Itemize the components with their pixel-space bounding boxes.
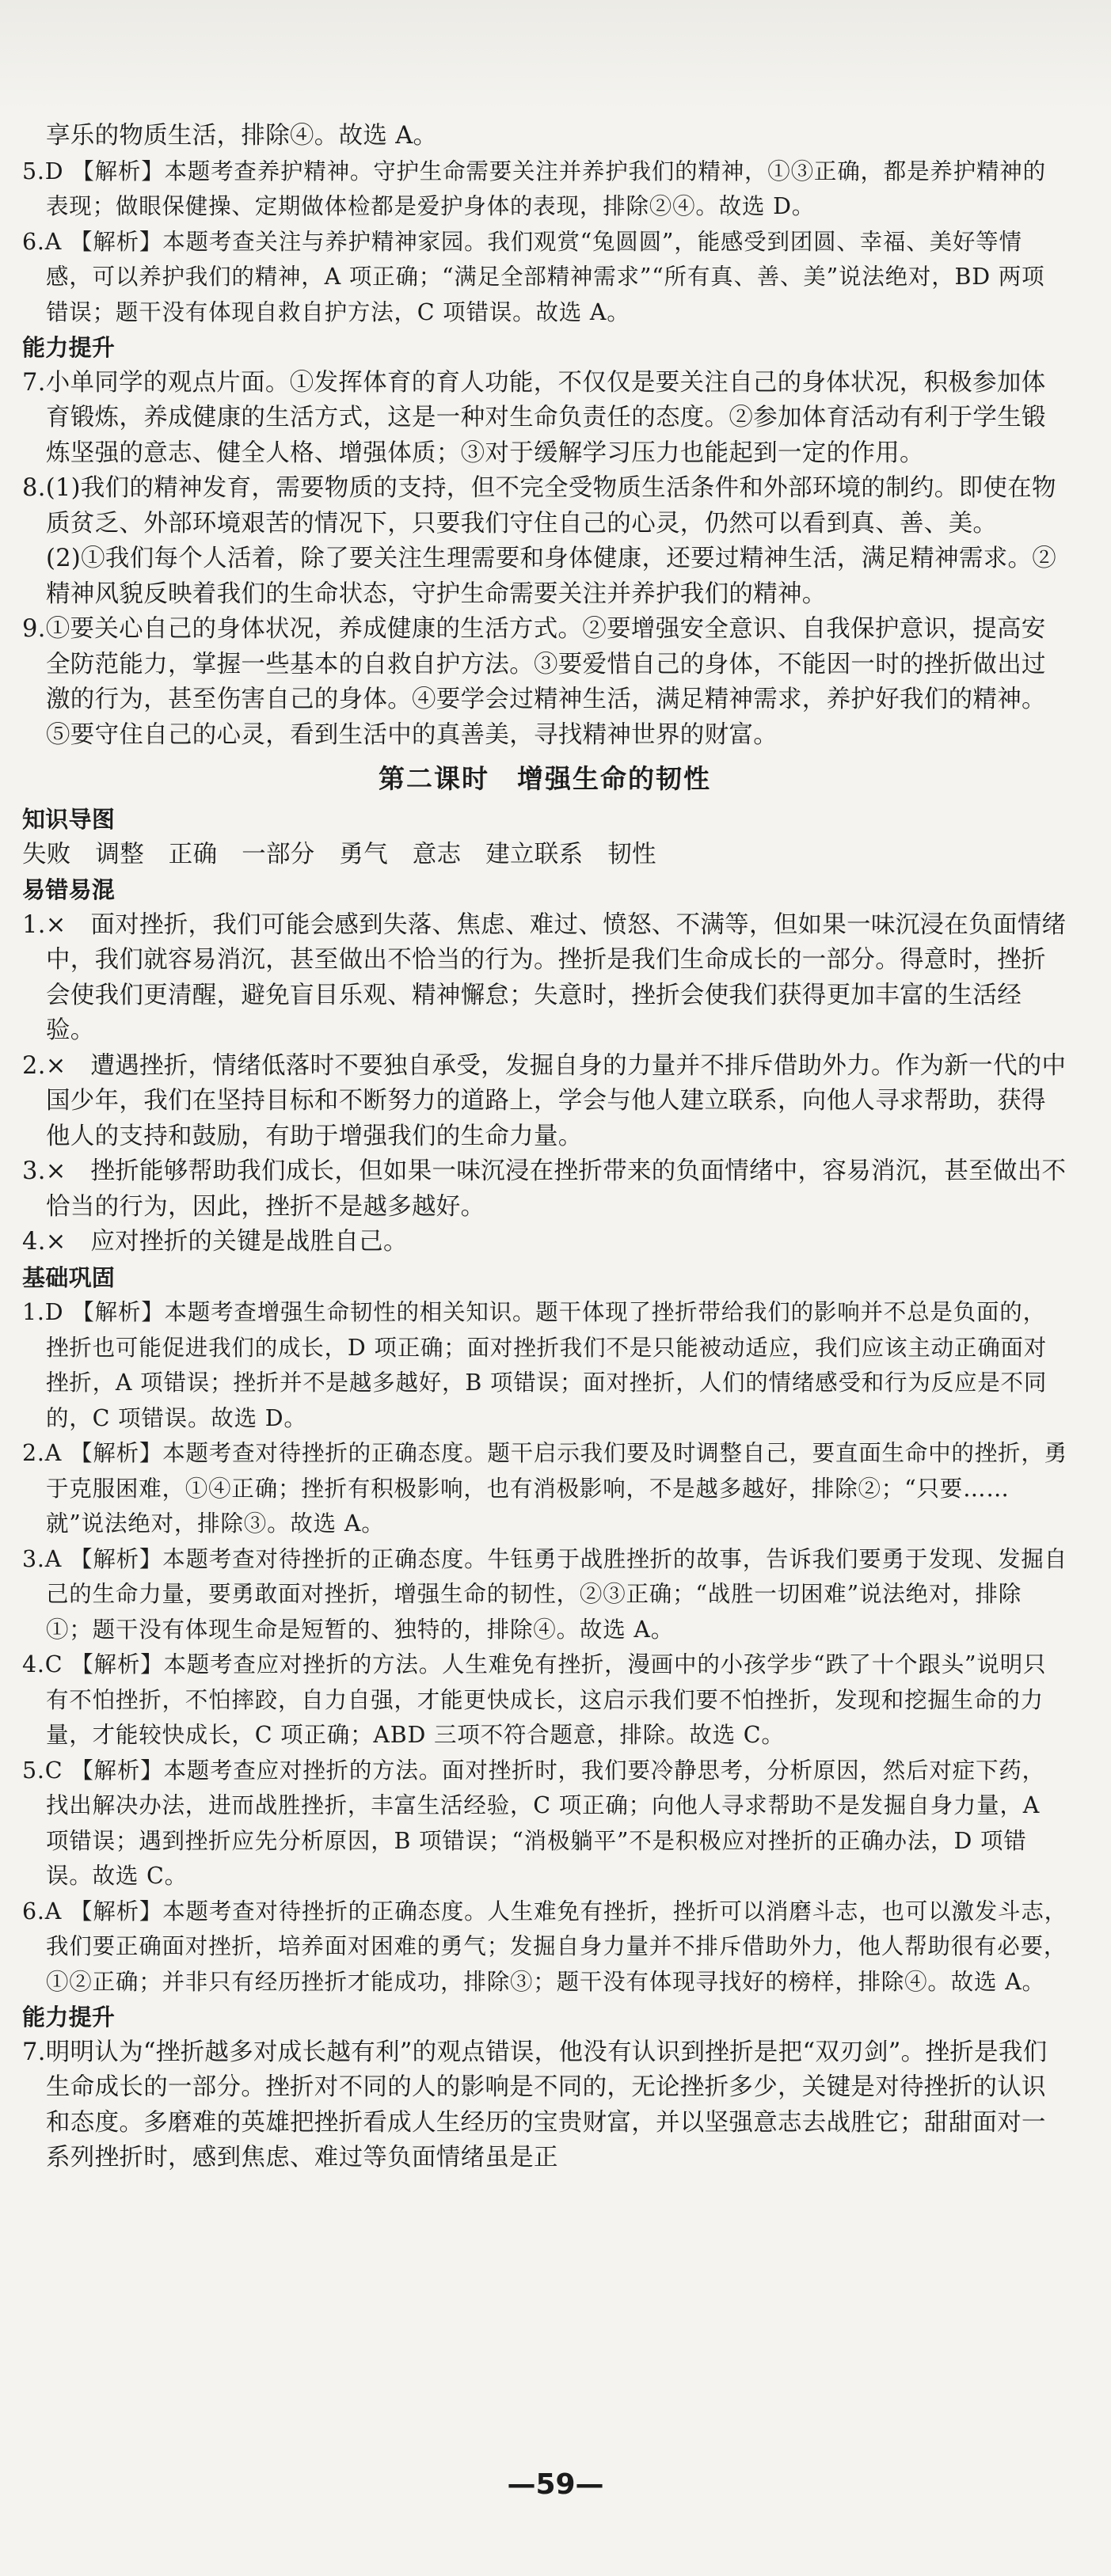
knowledge-map-terms: 失败 调整 正确 一部分 勇气 意志 建立联系 韧性 [22,840,656,868]
intro-continuation: 享乐的物质生活，排除④。故选 A。 [46,122,438,150]
basics-item-4: 4.C 【解析】本题考查应对挫折的方法。人生难免有挫折，漫画中的小孩学步“跌了十个跟头”说明只有不怕挫折，不怕摔跤，自力自强，才能更快成长，这启示我们要不怕挫折，发现和挖掘生命的力量，才能较快成长，C 项正确；ABD 三项不符合题意，排除。故选 C。 [22,1651,1047,1748]
section-heading-ability-2: 能力提升 [22,2004,116,2031]
basics-item-3: 3.A 【解析】本题考查对待挫折的正确态度。牛钰勇于战胜挫折的故事，告诉我们要勇于发现、发掘自己的生命力量，要勇敢面对挫折，增强生命的韧性，②③正确；“战胜一切困难”说法绝对，排除①；题干没有体现生命是短暂的、独特的，排除④。故选 A。 [22,1545,1067,1643]
answer-item-6: 6.A 【解析】本题考查关注与养护精神家园。我们观赏“兔圆圆”，能感受到团圆、幸福、美好等情感，可以养护我们的精神，A 项正确；“满足全部精神需求”“所有真、善、美”说法绝对，BD 两项错误；题干没有体现自救自护方法，C 项错误。故选 A。 [22,228,1045,325]
error-item-2: 2.× 遭遇挫折，情绪低落时不要独自承受，发掘自身的力量并不排斥借助外力。作为新一代的中国少年，我们在坚持目标和不断努力的道路上，学会与他人建立联系，向他人寻求帮助，获得他人的支持和鼓励，有助于增强我们的生命力量。 [22,1051,1067,1150]
error-item-4: 4.× 应对挫折的关键是战胜自己。 [22,1228,408,1256]
section-heading-common-errors: 易错易混 [22,876,116,903]
error-item-3: 3.× 挫折能够帮助我们成长，但如果一味沉浸在挫折带来的负面情绪中，容易消沉，甚至做出不恰当的行为，因此，挫折不是越多越好。 [22,1157,1067,1221]
section-heading-knowledge-map: 知识导图 [22,806,116,833]
section-heading-ability-1: 能力提升 [22,334,116,361]
lesson-title: 第二课时 增强生命的韧性 [379,763,711,794]
basics-item-6: 6.A 【解析】本题考查对待挫折的正确态度。人生难免有挫折，挫折可以消磨斗志，也可以激发斗志，我们要正确面对挫折，培养面对困难的勇气；发掘自身力量并不排斥借助外力，他人帮助很有必要，①②正确；并非只有经历挫折才能成功，排除③；题干没有体现寻找好的榜样，排除④。故选 A。 [22,1898,1067,1995]
answer-content [22,119,1067,2176]
basics-item-1: 1.D 【解析】本题考查增强生命韧性的相关知识。题干体现了挫折带给我们的影响并不总是负面的，挫折也可能促进我们的成长，D 项正确；面对挫折我们不是只能被动适应，我们应该主动正确面对挫折，A 项错误；挫折并不是越多越好，B 项错误；面对挫折，人们的情绪感受和行为反应是不同的，C 项错误。故选 D。 [22,1299,1048,1431]
answer-item-5: 5.D 【解析】本题考查养护精神。守护生命需要关注并养护我们的精神，①③正确，都是养护精神的表现；做眼保健操、定期做体检都是爱护身体的表现，排除②④。故选 D。 [22,158,1046,219]
page-top-shading [0,0,1111,111]
basics-item-2: 2.A 【解析】本题考查对待挫折的正确态度。题干启示我们要及时调整自己，要直面生命中的挫折，勇于克服困难，①④正确；挫折有积极影响，也有消极影响，不是越多越好，排除②；“只要……就”说法绝对，排除③。故选 A。 [22,1440,1067,1537]
ability-item-9: 9.①要关心自己的身体状况，养成健康的生活方式。②要增强安全意识、自我保护意识，提高安全防范能力，掌握一些基本的自救自护方法。③要爱惜自己的身体，不能因一时的挫折做出过激的行为，甚至伤害自己的身体。④要学会过精神生活，满足精神需求，养护好我们的精神。⑤要守住自己的心灵，看到生活中的真善美，寻找精神世界的财富。 [22,615,1046,749]
section-heading-basics: 基础巩固 [22,1263,116,1291]
ability2-item-7: 7.明明认为“挫折越多对成长越有利”的观点错误，他没有认识到挫折是把“双刃剑”。挫折是我们生命成长的一部分。挫折对不同的人的影响是不同的，无论挫折多少，关键是对待挫折的认识和态度。多磨难的英雄把挫折看成人生经历的宝贵财富，并以坚强意志去战胜它；甜甜面对一系列挫折时，感到焦虑、难过等负面情绪虽是正 [22,2038,1048,2171]
error-item-1: 1.× 面对挫折，我们可能会感到失落、焦虑、难过、愤怒、不满等，但如果一味沉浸在负面情绪中，我们就容易消沉，甚至做出不恰当的行为。挫折是我们生命成长的一部分。得意时，挫折会使我们更清醒，避免盲目乐观、精神懈怠；失意时，挫折会使我们获得更加丰富的生活经验。 [22,910,1067,1044]
page-number: —59— [507,2468,604,2501]
ability-item-8-1: 8.(1)我们的精神发育，需要物质的支持，但不完全受物质生活条件和外部环境的制约。即使在物质贫乏、外部环境艰苦的情况下，只要我们守住自己的心灵，仍然可以看到真、善、美。 [22,474,1056,538]
ability-item-7: 7.小单同学的观点片面。①发挥体育的育人功能，不仅仅是要关注自己的身体状况，积极参加体育锻炼，养成健康的生活方式，这是一种对生命负责任的态度。②参加体育活动有利于学生锻炼坚强的意志、健全人格、增强体质；③对于缓解学习压力也能起到一定的作用。 [22,368,1046,467]
basics-item-5: 5.C 【解析】本题考查应对挫折的方法。面对挫折时，我们要冷静思考，分析原因，然后对症下药，找出解决办法，进而战胜挫折，丰富生活经验，C 项正确；向他人寻求帮助不是发掘自身力量，A 项错误；遇到挫折应先分析原因，B 项错误；“消极躺平”不是积极应对挫折的正确办法，D 项错误。故选 C。 [22,1757,1045,1889]
ability-item-8-2: (2)①我们每个人活着，除了要关注生理需要和身体健康，还要过精神生活，满足精神需求。②精神风貌反映着我们的生命状态，守护生命需要关注并养护我们的精神。 [46,545,1057,608]
